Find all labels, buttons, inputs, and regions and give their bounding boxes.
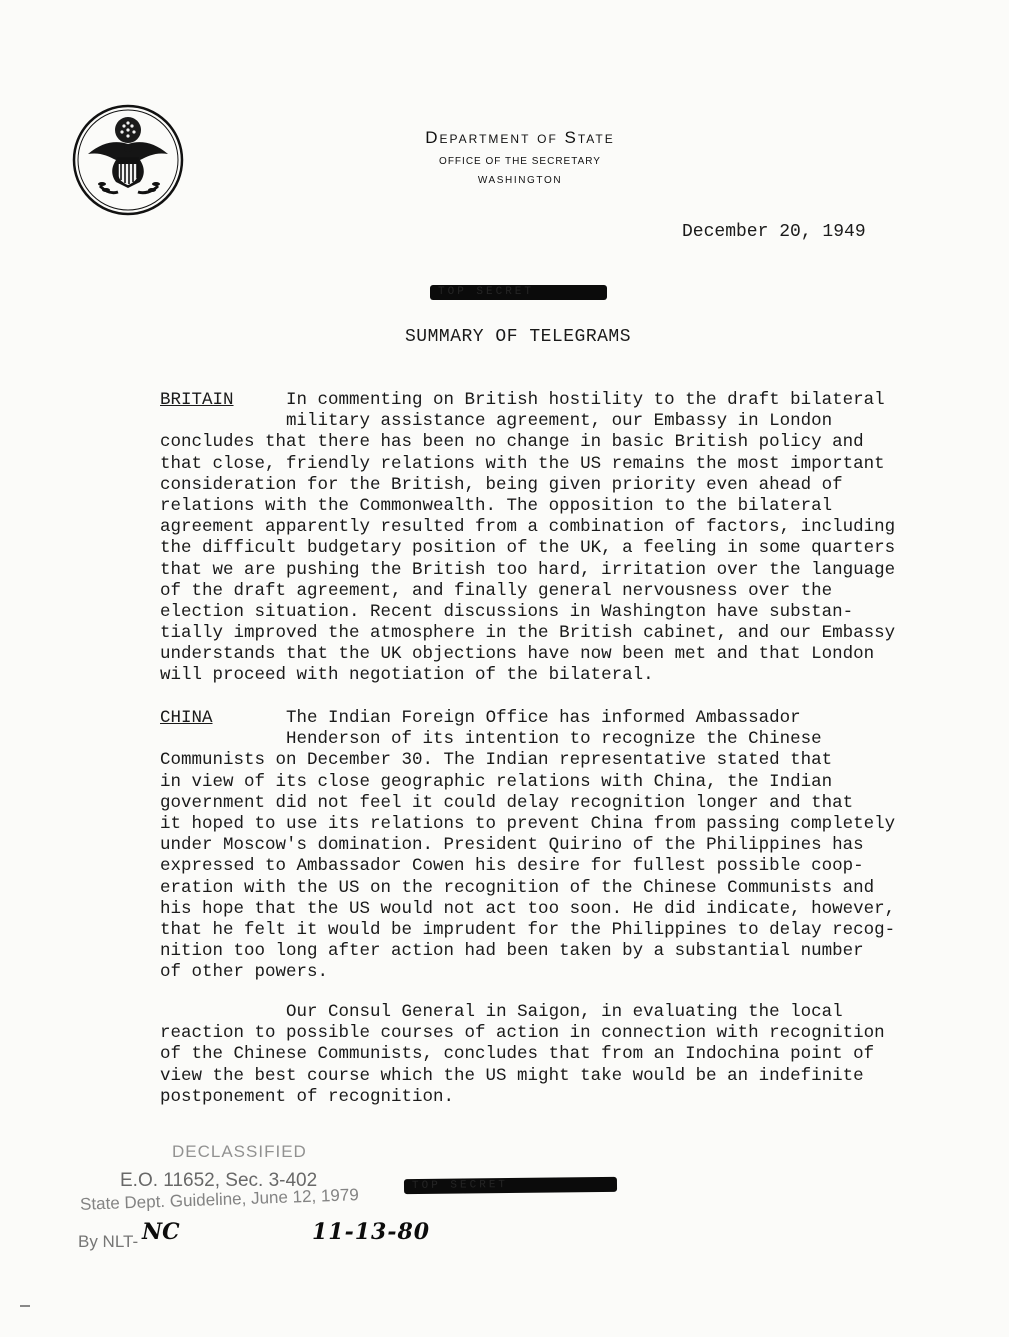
- classification-text-bottom: TOP SECRET: [411, 1179, 509, 1193]
- paragraph-line: relations with the Commonwealth. The opposition to the bilateral: [160, 495, 833, 516]
- letterhead-department: Department of State: [425, 128, 615, 147]
- declassified-stamp-line2: E.O. 11652, Sec. 3-402: [120, 1170, 318, 1191]
- paragraph-line: of the draft agreement, and finally general nervousness over the: [160, 580, 833, 601]
- paragraph-line: consideration for the British, being given priority even ahead of: [160, 474, 843, 495]
- letterhead: [330, 128, 710, 186]
- paragraph-line: under Moscow's domination. President Quirino of the Philippines has: [160, 835, 864, 856]
- paragraph-line: of other powers.: [160, 962, 329, 983]
- paragraph-line: that close, friendly relations with the US remains the most important: [160, 453, 885, 474]
- classification-marking-top: [430, 285, 607, 300]
- paragraph-line: in view of its close geographic relations with China, the Indian: [160, 771, 833, 792]
- paragraph-line: [160, 411, 920, 432]
- section-saigon: [160, 1002, 920, 1108]
- paragraph-line: that we are pushing the British too hard, irritation over the language: [160, 559, 896, 580]
- section-heading: CHINA: [160, 708, 213, 728]
- paragraph-line: nition too long after action had been taken by a substantial number: [160, 941, 864, 962]
- section-heading: BRITAIN: [160, 390, 234, 410]
- paragraph-line: concludes that there has been no change in basic British policy and: [160, 432, 864, 453]
- paragraph-line: the difficult budgetary position of the UK, a feeling in some quarters: [160, 538, 896, 559]
- paragraph-line: election situation. Recent discussions in Washington have substan-: [160, 601, 854, 622]
- paragraph-line: government did not feel it could delay recognition longer and that: [160, 792, 854, 813]
- paragraph-line: [160, 729, 920, 750]
- paragraph-line: reaction to possible courses of action in connection with recognition: [160, 1023, 885, 1044]
- paragraph-line-text: Henderson of its intention to recognize the Chinese: [286, 729, 822, 750]
- paragraph-line: The Indian Foreign Office has informed Ambassador: [286, 708, 801, 728]
- paragraph-line: tially improved the atmosphere in the British cabinet, and our Embassy: [160, 623, 896, 644]
- declassified-stamp-line4: By NLT-: [78, 1232, 139, 1251]
- declassified-stamp-line3: State Dept. Guideline, June 12, 1979: [79, 1185, 360, 1214]
- paragraph-line: understands that the UK objections have now been met and that London: [160, 644, 875, 665]
- classification-text-top: TOP SECRET: [438, 286, 535, 298]
- paragraph-line: Communists on December 30. The Indian representative stated that: [160, 750, 833, 771]
- paragraph-line: eration with the US on the recognition of the Chinese Communists and: [160, 877, 875, 898]
- section-china: [160, 708, 920, 983]
- paragraph-line: it hoped to use its relations to prevent China from passing completely: [160, 813, 896, 834]
- paragraph-line: In commenting on British hostility to the draft bilateral: [286, 390, 885, 410]
- section-britain: [160, 390, 920, 687]
- scan-mark: [20, 1305, 30, 1307]
- document-title: SUMMARY OF TELEGRAMS: [405, 327, 632, 347]
- paragraph-line: [160, 1002, 920, 1023]
- paragraph-line: agreement apparently resulted from a combination of factors, including: [160, 517, 896, 538]
- handwritten-initials: NC: [142, 1219, 180, 1245]
- declassified-stamp-line1: DECLASSIFIED: [172, 1142, 307, 1161]
- section-first-line: [160, 708, 920, 729]
- paragraph-line: will proceed with negotiation of the bilateral.: [160, 665, 654, 686]
- paragraph-line-text: military assistance agreement, our Embassy in London: [286, 411, 833, 432]
- paragraph-line: postponement of recognition.: [160, 1086, 455, 1107]
- handwritten-date: 11-13-80: [312, 1219, 431, 1245]
- paragraph-line: expressed to Ambassador Cowen his desire for fullest possible coop-: [160, 856, 864, 877]
- letterhead-city: WASHINGTON: [477, 175, 563, 186]
- great-seal-icon: [72, 104, 184, 216]
- paragraph-line-text: Our Consul General in Saigon, in evaluating the local: [286, 1002, 843, 1022]
- paragraph-line: that he felt it would be imprudent for the Philippines to delay recog-: [160, 919, 896, 940]
- section-first-line: [160, 390, 920, 411]
- letterhead-office: OFFICE OF THE SECRETARY: [439, 156, 601, 167]
- document-date: December 20, 1949: [682, 222, 866, 242]
- classification-marking-bottom: [404, 1177, 617, 1194]
- paragraph-line: view the best course which the US might take would be an indefinite: [160, 1065, 864, 1086]
- paragraph-line: of the Chinese Communists, concludes that from an Indochina point of: [160, 1044, 875, 1065]
- paragraph-line: his hope that the US would not act too soon. He did indicate, however,: [160, 898, 896, 919]
